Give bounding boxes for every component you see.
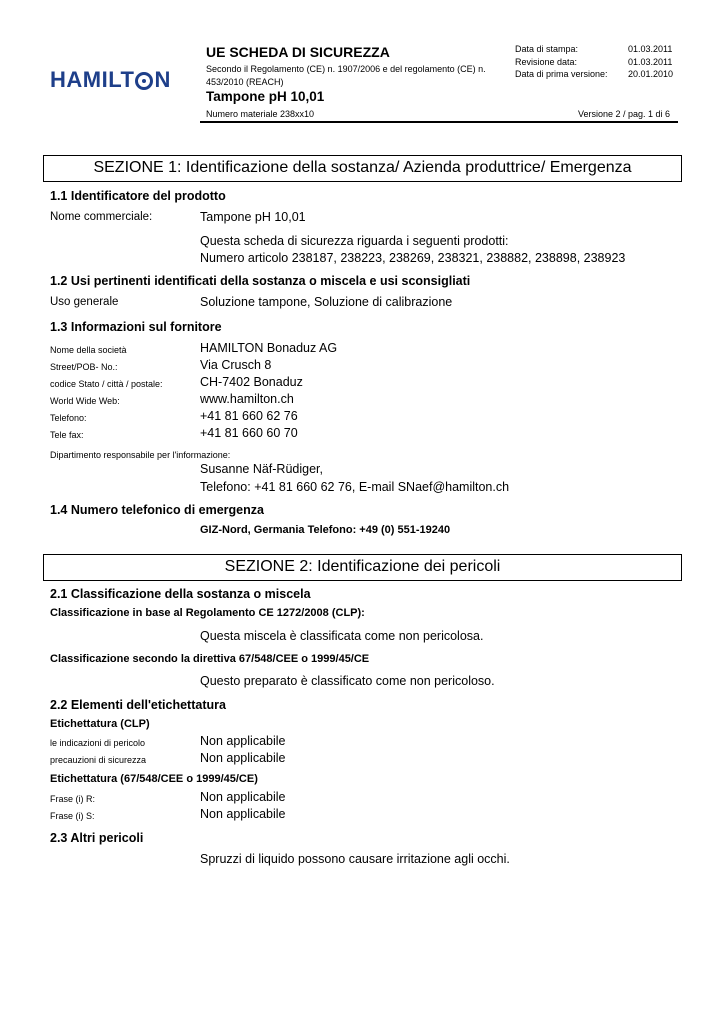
print-date-value: 01.03.2011 xyxy=(628,44,673,54)
header-rule xyxy=(200,121,678,123)
heading-1-3: 1.3 Informazioni sul fornitore xyxy=(50,320,222,334)
directive-classification-heading: Classificazione secondo la direttiva 67/548/CEE o 1999/45/CE xyxy=(50,653,370,665)
directive-classification-text: Questo preparato è classificato come non pericoloso. xyxy=(200,674,495,688)
other-hazards-text: Spruzzi di liquido possono causare irritazione agli occhi. xyxy=(200,852,510,866)
supplier-label: Nome della società xyxy=(50,345,127,355)
directive-labelling-heading: Etichettatura (67/548/CEE o 1999/45/CE) xyxy=(50,773,258,785)
clp-classification-text: Questa miscela è classificata come non pericolosa. xyxy=(200,629,484,643)
print-date-label: Data di stampa: xyxy=(515,44,579,54)
hazard-statements-label: le indicazioni di pericolo xyxy=(50,738,146,748)
clp-classification-heading: Classificazione in base al Regolamento CE 1272/2008 (CLP): xyxy=(50,607,365,619)
products-intro: Questa scheda di sicurezza riguarda i seguenti prodotti: xyxy=(200,234,509,248)
supplier-value: Via Crusch 8 xyxy=(200,358,272,372)
section-2-title: SEZIONE 2: Identificazione dei pericoli xyxy=(43,554,682,581)
precautions-label: precauzioni di sicurezza xyxy=(50,755,147,765)
section-1-title: SEZIONE 1: Identificazione della sostanza/ Azienda produttrice/ Emergenza xyxy=(43,155,682,182)
heading-1-1: 1.1 Identificatore del prodotto xyxy=(50,189,226,203)
supplier-value: CH-7402 Bonaduz xyxy=(200,375,303,389)
emergency-number: GIZ-Nord, Germania Telefono: +49 (0) 551-19240 xyxy=(200,524,451,536)
supplier-value: HAMILTON Bonaduz AG xyxy=(200,341,338,355)
s-phrases-value: Non applicabile xyxy=(200,807,286,821)
page-version: Versione 2 / pag. 1 di 6 xyxy=(578,109,671,119)
department-contact-name: Susanne Näf-Rüdiger, xyxy=(200,462,323,476)
heading-1-4: 1.4 Numero telefonico di emergenza xyxy=(50,503,264,517)
department-label: Dipartimento responsabile per l'informazione: xyxy=(50,450,231,460)
heading-2-3: 2.3 Altri pericoli xyxy=(50,831,144,845)
document-title: UE SCHEDA DI SICUREZZA xyxy=(206,44,390,60)
supplier-label: codice Stato / città / postale: xyxy=(50,379,163,389)
supplier-value: +41 81 660 62 76 xyxy=(200,409,298,423)
supplier-label: Street/POB- No.: xyxy=(50,362,118,372)
supplier-label: Tele fax: xyxy=(50,430,84,440)
r-phrases-value: Non applicabile xyxy=(200,790,286,804)
supplier-value: +41 81 660 60 70 xyxy=(200,426,298,440)
product-name: Tampone pH 10,01 xyxy=(206,89,325,104)
trade-name-value: Tampone pH 10,01 xyxy=(200,210,306,224)
heading-2-1: 2.1 Classificazione della sostanza o miscela xyxy=(50,587,311,601)
heading-1-2: 1.2 Usi pertinenti identificati della sostanza o miscela e usi sconsigliati xyxy=(50,274,471,288)
first-version-label: Data di prima versione: xyxy=(515,69,608,79)
logo-emblem-icon xyxy=(135,72,153,90)
regulation-note: Secondo il Regolamento (CE) n. 1907/2006 e del regolamento (CE) n. 453/2010 (REACH) xyxy=(206,64,486,87)
revision-date-value: 01.03.2011 xyxy=(628,57,673,67)
trade-name-label: Nome commerciale: xyxy=(50,211,153,223)
clp-labelling-heading: Etichettatura (CLP) xyxy=(50,718,150,730)
heading-2-2: 2.2 Elementi dell'etichettatura xyxy=(50,698,226,712)
first-version-value: 20.01.2010 xyxy=(628,69,674,79)
general-use-value: Soluzione tampone, Soluzione di calibrazione xyxy=(200,295,453,309)
website-link[interactable]: www.hamilton.ch xyxy=(200,392,294,406)
logo-text: HAMILT N xyxy=(50,67,171,92)
hazard-statements-value: Non applicabile xyxy=(200,734,286,748)
revision-date-label: Revisione data: xyxy=(515,57,578,67)
material-number: Numero materiale 238xx10 xyxy=(206,109,315,119)
supplier-label: Telefono: xyxy=(50,413,87,423)
department-contact-details: Telefono: +41 81 660 62 76, E-mail SNaef@hamilton.ch xyxy=(200,480,510,494)
company-logo xyxy=(50,66,196,94)
s-phrases-label: Frase (i) S: xyxy=(50,811,95,821)
general-use-label: Uso generale xyxy=(50,296,119,308)
supplier-label: World Wide Web: xyxy=(50,396,120,406)
precautions-value: Non applicabile xyxy=(200,751,286,765)
r-phrases-label: Frase (i) R: xyxy=(50,794,95,804)
article-numbers: Numero articolo 238187, 238223, 238269, 238321, 238882, 238898, 238923 xyxy=(200,251,626,265)
